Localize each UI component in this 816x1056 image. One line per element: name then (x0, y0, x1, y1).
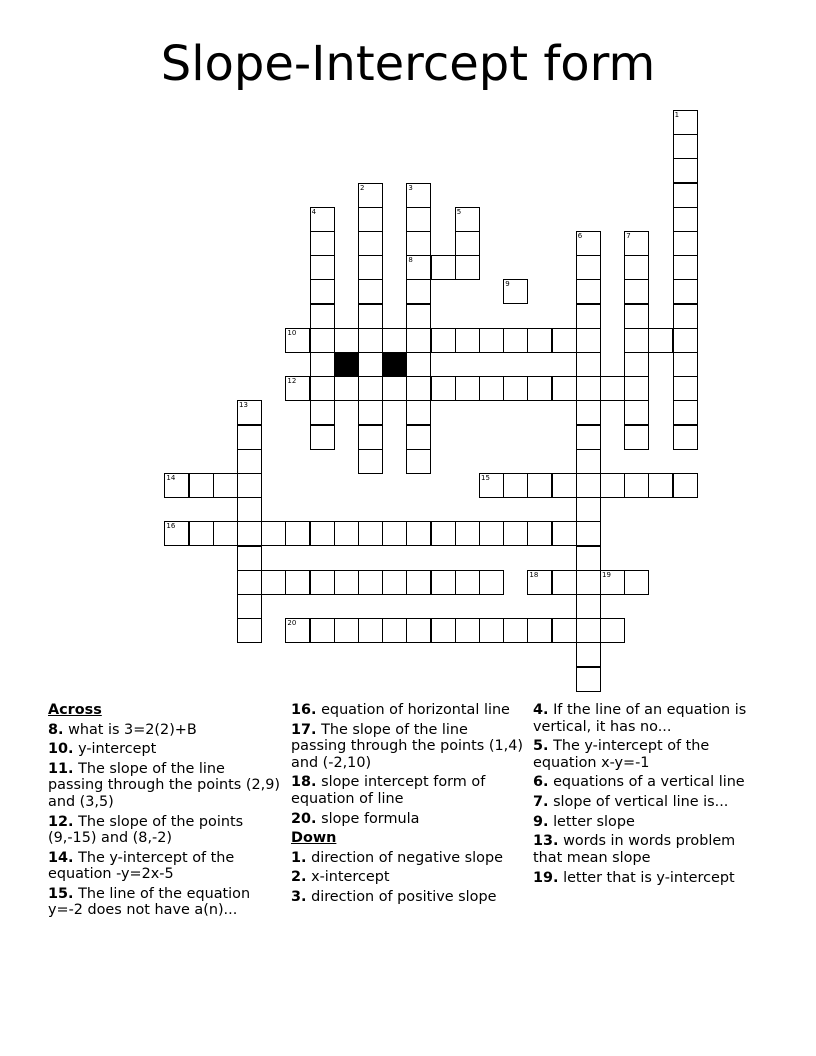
grid-cell[interactable] (455, 521, 480, 546)
grid-cell[interactable] (406, 618, 431, 643)
across-heading: Across (48, 702, 102, 718)
grid-cell[interactable] (358, 376, 383, 401)
grid-cell[interactable] (358, 618, 383, 643)
clue-number: 6 (577, 232, 583, 240)
clue-column-1 (48, 702, 280, 922)
clue-number: 18 (529, 570, 539, 579)
grid-cell[interactable] (164, 473, 189, 498)
grid-cell[interactable] (406, 255, 431, 280)
grid-cell[interactable] (382, 328, 407, 353)
grid-cell[interactable] (261, 570, 286, 595)
grid-cell[interactable] (527, 328, 552, 353)
grid-cell[interactable] (527, 376, 552, 401)
clue-down-9: 9. letter slope (533, 813, 635, 830)
grid-cell[interactable] (310, 328, 335, 353)
grid-cell[interactable] (455, 570, 480, 595)
clue-column-2 (291, 702, 523, 909)
clue-across-8: 8. what is 3=2(2)+B (48, 721, 197, 738)
grid-cell[interactable] (334, 328, 359, 353)
grid-cell[interactable] (237, 449, 262, 474)
grid-cell[interactable] (527, 521, 552, 546)
grid-cell[interactable] (576, 400, 601, 425)
grid-cell[interactable] (600, 376, 625, 401)
clue-number: 2 (360, 183, 365, 192)
grid-cell[interactable] (358, 352, 383, 377)
grid-cell[interactable] (406, 400, 431, 425)
grid-cell[interactable] (431, 255, 456, 280)
grid-cell[interactable] (600, 473, 625, 498)
grid-cell[interactable] (673, 328, 698, 353)
grid-cell[interactable] (552, 521, 577, 546)
grid-cell[interactable] (237, 497, 262, 522)
grid-cell[interactable] (673, 231, 698, 256)
grid-cell[interactable] (237, 594, 262, 619)
clue-across-17: 17. The slope of the line passing through the points (1,4) and (-2,10) (291, 721, 523, 771)
grid-cell[interactable] (673, 425, 698, 450)
grid-cell[interactable] (261, 521, 286, 546)
grid-cell[interactable] (285, 521, 310, 546)
grid-cell[interactable] (358, 449, 383, 474)
grid-cell[interactable] (285, 618, 310, 643)
grid-cell[interactable] (673, 400, 698, 425)
grid-cell[interactable] (310, 231, 335, 256)
grid-cell[interactable] (164, 521, 189, 546)
clue-across-11: 11. The slope of the line passing through the points (2,9) and (3,5) (48, 760, 280, 810)
clue-number: 20 (287, 619, 297, 628)
grid-cell[interactable] (624, 279, 649, 304)
clue-column-3 (533, 702, 765, 889)
clue-number: 8 (408, 256, 413, 265)
clue-down-19: 19. letter that is y-intercept (533, 869, 735, 886)
clue-number: 13 (239, 401, 248, 410)
grid-cell[interactable] (576, 642, 601, 667)
clue-across-18: 18. slope intercept form of equation of line (291, 774, 486, 807)
grid-cell[interactable] (406, 183, 431, 208)
grid-cell[interactable] (406, 328, 431, 353)
grid-cell[interactable] (406, 521, 431, 546)
grid-cell[interactable] (624, 425, 649, 450)
grid-cell[interactable] (576, 328, 601, 353)
grid-cell[interactable] (310, 521, 335, 546)
grid-cell[interactable] (431, 618, 456, 643)
grid-cell[interactable] (527, 618, 552, 643)
grid-cell[interactable] (503, 376, 528, 401)
grid-cell[interactable] (624, 400, 649, 425)
grid-cell[interactable] (552, 328, 577, 353)
grid-cell[interactable] (673, 376, 698, 401)
grid-cell[interactable] (673, 352, 698, 377)
clue-number: 5 (456, 207, 462, 216)
grid-cell[interactable] (503, 618, 528, 643)
grid-cell[interactable] (600, 570, 625, 595)
grid-cell[interactable] (479, 521, 504, 546)
grid-cell[interactable] (431, 570, 456, 595)
grid-cell[interactable] (503, 473, 528, 498)
grid-cell[interactable] (310, 425, 335, 450)
grid-cell[interactable] (310, 570, 335, 595)
grid-block (334, 352, 359, 377)
grid-cell[interactable] (358, 521, 383, 546)
grid-cell[interactable] (600, 618, 625, 643)
grid-cell[interactable] (648, 473, 673, 498)
grid-cell[interactable] (576, 667, 601, 692)
grid-cell[interactable] (673, 255, 698, 280)
grid-cell[interactable] (189, 473, 214, 498)
grid-cell[interactable] (455, 255, 480, 280)
grid-cell[interactable] (479, 618, 504, 643)
grid-cell[interactable] (576, 594, 601, 619)
grid-block (382, 352, 407, 377)
clue-number: 4 (311, 207, 317, 216)
grid-cell[interactable] (503, 328, 528, 353)
clue-down-1: 1. direction of negative slope (291, 849, 503, 866)
grid-cell[interactable] (576, 376, 601, 401)
grid-cell[interactable] (285, 328, 310, 353)
clue-down-3: 3. direction of positive slope (291, 889, 497, 906)
grid-cell[interactable] (358, 304, 383, 329)
grid-cell[interactable] (648, 328, 673, 353)
grid-cell[interactable] (406, 279, 431, 304)
clue-across-14: 14. The y-intercept of the equation -y=2x-5 (48, 849, 235, 883)
clue-down-6: 6. equations of a vertical line (533, 774, 745, 791)
grid-cell[interactable] (334, 376, 359, 401)
grid-cell[interactable] (358, 231, 383, 256)
clue-down-2: 2. x-intercept (291, 869, 390, 886)
grid-cell[interactable] (237, 546, 262, 571)
grid-cell[interactable] (334, 570, 359, 595)
grid-cell[interactable] (382, 570, 407, 595)
clue-across-12: 12. The slope of the points (9,-15) and (8,-2) (48, 813, 244, 847)
grid-cell[interactable] (406, 376, 431, 401)
grid-cell[interactable] (310, 376, 335, 401)
clue-down-7: 7. slope of vertical line is... (533, 794, 729, 811)
grid-cell[interactable] (310, 618, 335, 643)
grid-cell[interactable] (358, 425, 383, 450)
grid-cell[interactable] (673, 158, 698, 183)
clue-across-20: 20. slope formula (291, 810, 420, 827)
grid-cell[interactable] (576, 231, 601, 256)
grid-cell[interactable] (237, 570, 262, 595)
grid-cell[interactable] (213, 521, 238, 546)
clue-number: 16 (166, 522, 176, 531)
grid-cell[interactable] (479, 570, 504, 595)
grid-cell[interactable] (552, 570, 577, 595)
clue-number: 9 (505, 280, 510, 289)
clue-number: 14 (166, 474, 176, 482)
grid-cell[interactable] (382, 376, 407, 401)
grid-cell[interactable] (527, 570, 552, 595)
grid-cell[interactable] (237, 425, 262, 450)
grid-cell[interactable] (382, 618, 407, 643)
grid-cell[interactable] (237, 618, 262, 643)
grid-cell[interactable] (406, 449, 431, 474)
grid-cell[interactable] (213, 473, 238, 498)
grid-cell[interactable] (552, 376, 577, 401)
grid-cell[interactable] (576, 546, 601, 571)
grid-cell[interactable] (310, 400, 335, 425)
grid-cell[interactable] (358, 183, 383, 208)
grid-cell[interactable] (358, 255, 383, 280)
grid-cell[interactable] (358, 400, 383, 425)
grid-cell[interactable] (552, 618, 577, 643)
grid-cell[interactable] (673, 304, 698, 329)
grid-cell[interactable] (624, 376, 649, 401)
grid-cell[interactable] (358, 279, 383, 304)
grid-cell[interactable] (237, 400, 262, 425)
grid-cell[interactable] (624, 352, 649, 377)
clue-number: 10 (287, 328, 297, 337)
clue-number: 7 (626, 232, 631, 240)
grid-cell[interactable] (431, 521, 456, 546)
grid-cell[interactable] (358, 207, 383, 232)
grid-cell[interactable] (624, 570, 649, 595)
grid-cell[interactable] (310, 352, 335, 377)
grid-cell[interactable] (624, 231, 649, 256)
grid-cell[interactable] (576, 304, 601, 329)
grid-cell[interactable] (527, 473, 552, 498)
grid-cell[interactable] (382, 521, 407, 546)
grid-cell[interactable] (237, 473, 262, 498)
grid-cell[interactable] (406, 207, 431, 232)
clue-number: 1 (674, 111, 680, 119)
grid-cell[interactable] (576, 425, 601, 450)
clue-across-15: 15. The line of the equation y=-2 does not have a(n)... (48, 885, 251, 919)
grid-cell[interactable] (406, 352, 431, 377)
grid-cell[interactable] (431, 328, 456, 353)
grid-cell[interactable] (285, 570, 310, 595)
grid-cell[interactable] (310, 279, 335, 304)
grid-cell[interactable] (237, 521, 262, 546)
grid-cell[interactable] (503, 279, 528, 304)
clue-number: 12 (287, 377, 297, 386)
grid-cell[interactable] (673, 134, 698, 159)
grid-cell[interactable] (624, 473, 649, 498)
grid-cell[interactable] (358, 570, 383, 595)
grid-cell[interactable] (285, 376, 310, 401)
grid-cell[interactable] (673, 279, 698, 304)
grid-cell[interactable] (189, 521, 214, 546)
grid-cell[interactable] (406, 570, 431, 595)
clue-number: 19 (602, 570, 611, 579)
grid-cell[interactable] (479, 473, 504, 498)
grid-cell[interactable] (431, 376, 456, 401)
grid-cell[interactable] (576, 497, 601, 522)
grid-cell[interactable] (334, 618, 359, 643)
grid-cell[interactable] (576, 279, 601, 304)
down-heading: Down (291, 830, 337, 847)
grid-cell[interactable] (406, 304, 431, 329)
grid-cell[interactable] (552, 473, 577, 498)
clue-down-4: 4. If the line of an equation is vertical, it has no... (533, 702, 747, 735)
grid-cell[interactable] (576, 352, 601, 377)
grid-cell[interactable] (673, 110, 698, 135)
grid-cell[interactable] (624, 304, 649, 329)
grid-cell[interactable] (455, 328, 480, 353)
clue-number: 3 (408, 183, 413, 192)
grid-cell[interactable] (479, 376, 504, 401)
grid-cell[interactable] (673, 207, 698, 232)
clue-across-16: 16. equation of horizontal line (291, 702, 510, 718)
grid-cell[interactable] (455, 207, 480, 232)
clue-across-10: 10. y-intercept (48, 741, 157, 758)
grid-cell[interactable] (576, 449, 601, 474)
clue-down-13: 13. words in words problem that mean slope (533, 833, 736, 866)
grid-cell[interactable] (406, 425, 431, 450)
grid-cell[interactable] (503, 521, 528, 546)
grid-cell[interactable] (576, 473, 601, 498)
grid-cell[interactable] (479, 328, 504, 353)
grid-cell[interactable] (406, 231, 431, 256)
grid-cell[interactable] (310, 207, 335, 232)
grid-cell[interactable] (358, 328, 383, 353)
grid-cell[interactable] (576, 618, 601, 643)
clue-number: 15 (481, 474, 490, 482)
grid-cell[interactable] (455, 231, 480, 256)
grid-cell[interactable] (576, 255, 601, 280)
grid-cell[interactable] (624, 255, 649, 280)
grid-cell[interactable] (455, 618, 480, 643)
grid-cell[interactable] (624, 328, 649, 353)
grid-cell[interactable] (334, 521, 359, 546)
grid-cell[interactable] (673, 473, 698, 498)
grid-cell[interactable] (310, 304, 335, 329)
grid-cell[interactable] (455, 376, 480, 401)
puzzle-title: Slope-Intercept form (160, 36, 656, 92)
grid-cell[interactable] (310, 255, 335, 280)
grid-cell[interactable] (576, 521, 601, 546)
grid-cell[interactable] (673, 183, 698, 208)
grid-cell[interactable] (576, 570, 601, 595)
clue-down-5: 5. The y-intercept of the equation x-y=-1 (533, 738, 710, 771)
